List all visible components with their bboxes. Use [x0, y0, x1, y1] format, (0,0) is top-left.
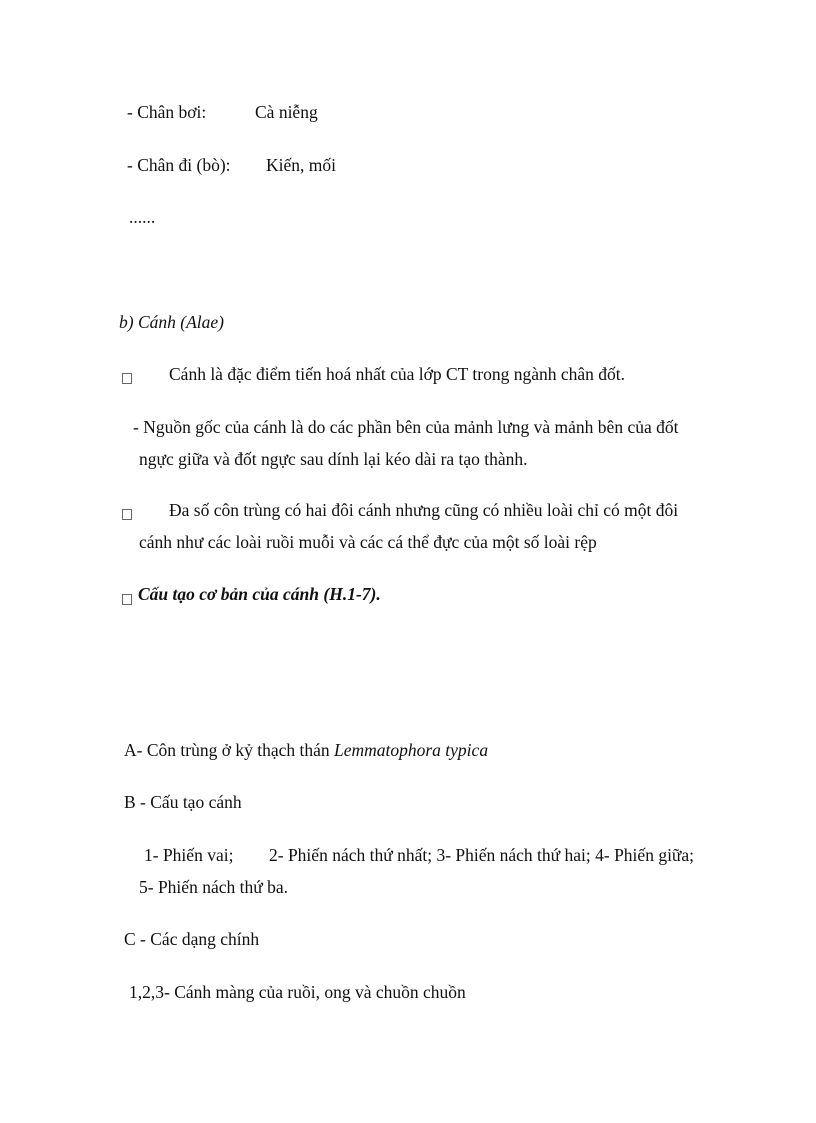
wings-heading: b) Cánh (Alae) [119, 312, 224, 332]
caption-b: B - Cấu tạo cánh [124, 792, 242, 812]
bullet-icon [122, 590, 132, 608]
caption-a-species: Lemmatophora typica [333, 740, 489, 760]
walk-leg-example: Kiến, mối [266, 155, 336, 175]
ellipsis: ...... [129, 207, 156, 227]
caption-a [124, 742, 488, 760]
swim-leg-example: Cà niễng [255, 102, 318, 122]
wings-paragraph-3-line-1: Đa số côn trùng có hai đôi cánh nhưng cũng có nhiều loài chỉ có một đôi [169, 500, 679, 520]
bullet-icon [122, 505, 132, 523]
walk-leg-label: - Chân đi (bò): [127, 155, 231, 175]
wings-paragraph-1: Cánh là đặc điểm tiến hoá nhất của lớp CT trong ngành chân đốt. [169, 364, 626, 384]
wings-paragraph-3-line-2: cánh như các loài ruồi muỗi và các cá thể đực của một số loài rệp [139, 532, 597, 552]
caption-b-item-5: 5- Phiến nách thứ ba. [139, 877, 288, 897]
swim-leg-label: - Chân bơi: [127, 102, 207, 122]
caption-a-text: A- Côn trùng ở kỷ thạch thán [124, 740, 334, 760]
caption-c: C - Các dạng chính [124, 929, 260, 949]
caption-b-item-1: 1- Phiến vai; [144, 845, 234, 865]
caption-c-item-1-3: 1,2,3- Cánh màng của ruồi, ong và chuồn chuồn [129, 982, 466, 1002]
wings-paragraph-2-line-1: - Nguồn gốc của cánh là do các phần bên của mảnh lưng và mảnh bên của đốt [133, 417, 679, 437]
bullet-icon [122, 369, 132, 387]
wing-structure-heading: Cấu tạo cơ bản của cánh (H.1-7). [138, 584, 381, 604]
wings-paragraph-2-line-2: ngực giữa và đốt ngực sau dính lại kéo dài ra tạo thành. [139, 449, 528, 469]
caption-b-items-2-4: 2- Phiến nách thứ nhất; 3- Phiến nách thứ hai; 4- Phiến giữa; [269, 845, 695, 865]
